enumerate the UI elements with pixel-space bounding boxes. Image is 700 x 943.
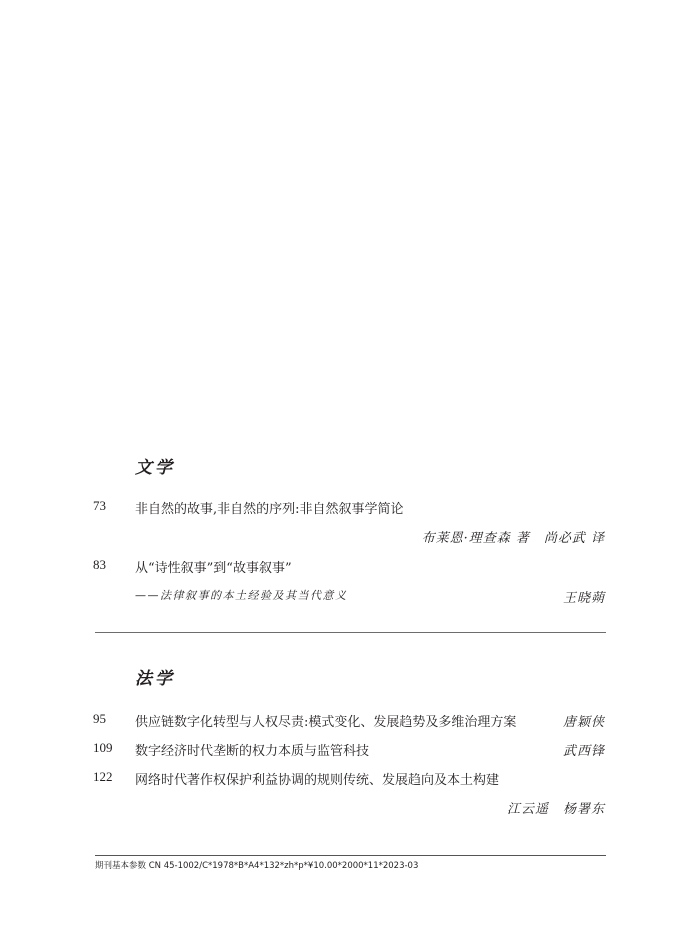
article-authors: 唐颖侠: [562, 715, 605, 730]
toc-entry[interactable]: [0, 711, 700, 731]
article-subtitle: ——法律叙事的本土经验及其当代意义: [135, 589, 348, 602]
article-title: 网络时代著作权保护利益协调的规则传统、发展趋向及本土构建: [135, 773, 500, 788]
toc-entry[interactable]: [0, 769, 700, 789]
page-number: 122: [93, 769, 113, 784]
article-title: 非自然的故事,非自然的序列:非自然叙事学简论: [135, 502, 404, 517]
section-title-law: 法学: [135, 669, 175, 689]
article-title: 供应链数字化转型与人权尽责:模式变化、发展趋势及多维治理方案: [135, 715, 517, 730]
journal-parameters: 期刊基本参数 CN 45-1002/C*1978*B*A4*132*zh*p*¥10.00*2000*11*2023-03: [95, 861, 419, 871]
page-number: 109: [93, 740, 113, 755]
footer-divider: [95, 855, 606, 856]
article-authors: 王晓蒴: [562, 591, 605, 606]
section-title-literature: 文学: [135, 458, 175, 478]
article-title: 从“诗性叙事”到“故事叙事”: [135, 561, 292, 576]
page-number: 73: [93, 498, 106, 513]
article-authors: 武西锋: [562, 744, 605, 759]
toc-entry[interactable]: [0, 498, 700, 518]
page-number: 95: [93, 711, 106, 726]
toc-entry-authors: [0, 798, 700, 818]
article-authors: 江云遥 杨署东: [506, 802, 605, 817]
article-authors: 布莱恩·理查森 著 尚必武 译: [421, 531, 605, 546]
toc-entry[interactable]: [0, 740, 700, 760]
toc-entry-authors: [0, 527, 700, 547]
toc-entry-subtitle-row: [0, 587, 700, 607]
page-number: 83: [93, 557, 106, 572]
toc-entry[interactable]: [0, 557, 700, 577]
article-title: 数字经济时代垄断的权力本质与监管科技: [135, 744, 370, 759]
section-divider: [95, 632, 606, 633]
